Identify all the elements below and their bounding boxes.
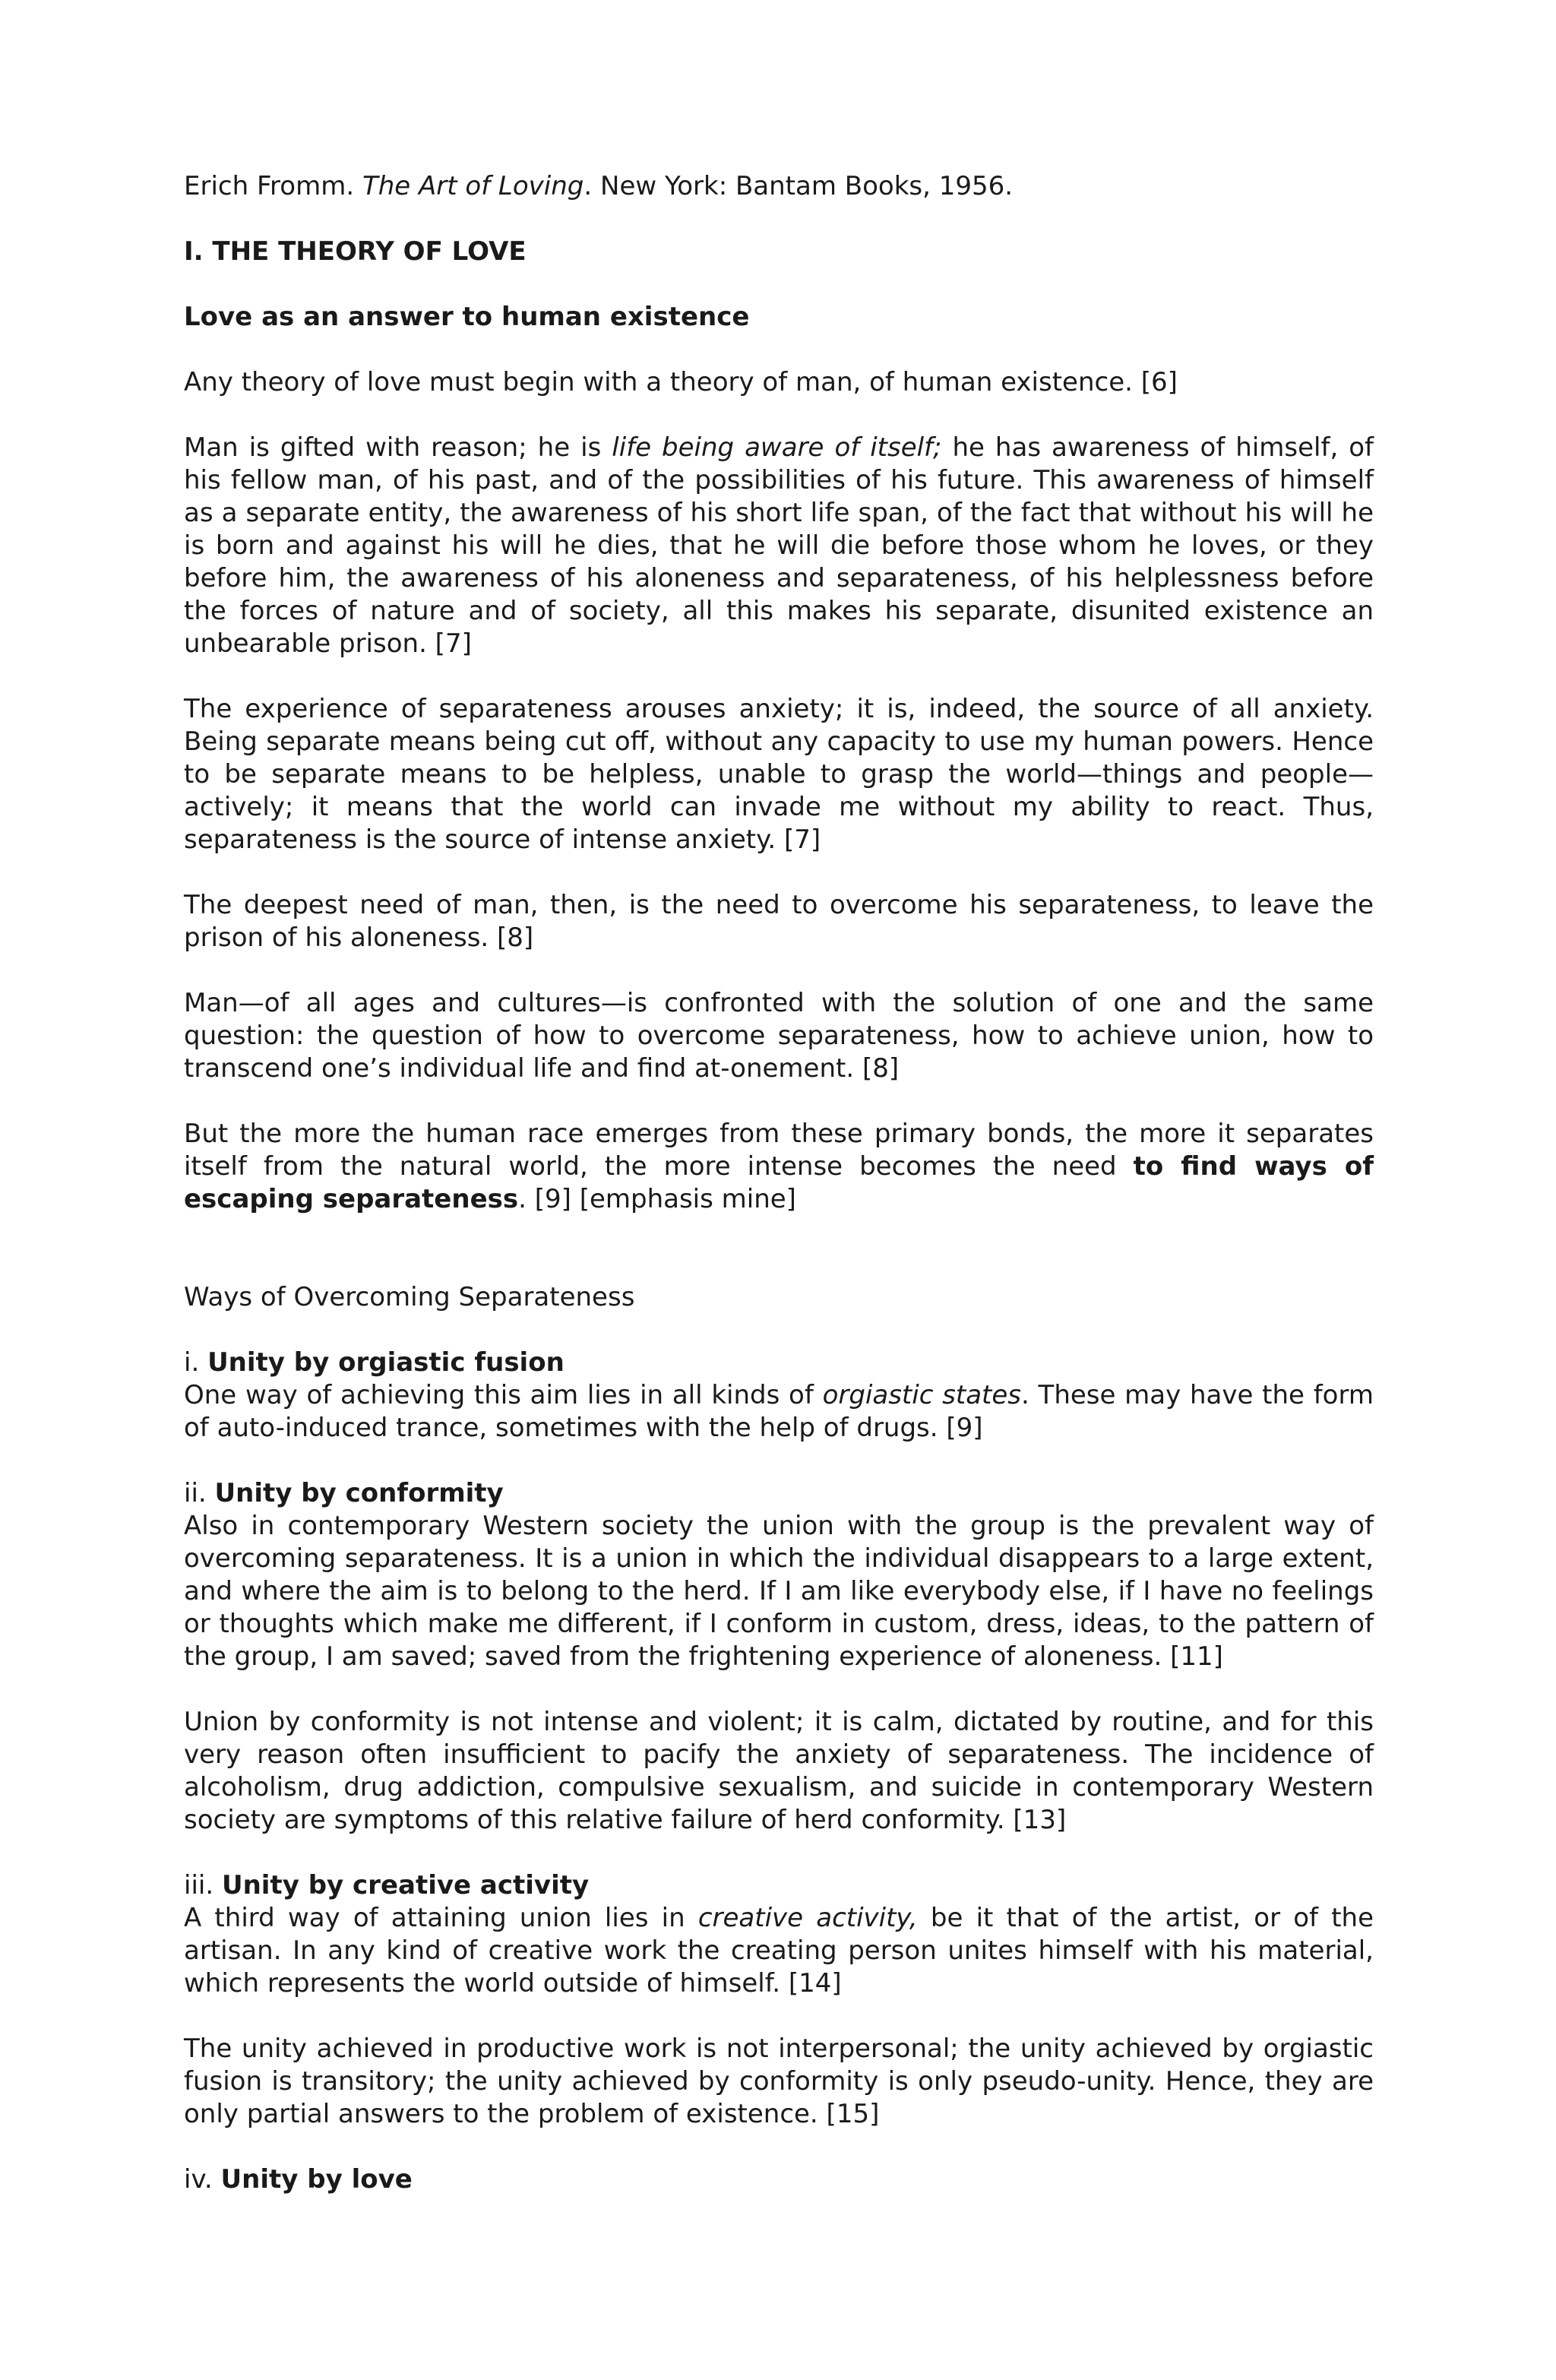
citation-publisher: . New York: Bantam Books, 1956. bbox=[584, 171, 1014, 201]
item-text: A third way of attaining union lies in creative activity, be it that of the artist, or of the artisan. In any kind of creative work the creating person unites himself with his material, which represents the world outside of himself. [14] bbox=[184, 1903, 1374, 1999]
paragraph-5: Man—of all ages and cultures—is confronted with the solution of one and the same question: the question of how to overcome separateness, how to achieve union, how to transcend one’s individual life and find at-onement. [8] bbox=[184, 988, 1374, 1084]
document-page bbox=[184, 170, 1374, 2196]
item-title: iv. Unity by love bbox=[184, 2164, 413, 2195]
paragraph-1: Any theory of love must begin with a theory of man, of human existence. [6] bbox=[184, 367, 1178, 397]
list-item-creative-activity bbox=[184, 1869, 1374, 2131]
item-text: Also in contemporary Western society the union with the group is the prevalent way of overcoming separateness. It is a union in which the individual disappears to a large extent, and where the aim is to belong to the herd. If I am like everybody else, if I have no feelings or thoughts which make me different, if I conform in custom, dress, ideas, to the pattern of the group, I am saved; saved from the frightening experience of aloneness. [11] bbox=[184, 1511, 1374, 1672]
item-text-continued: Union by conformity is not intense and violent; it is calm, dictated by routine, and for this very reason often insufficient to pacify the anxiety of separateness. The incidence of alcoholism, drug addiction, compulsive sexualism, and suicide in contemporary Western society are symptoms of this relative failure of herd conformity. [13] bbox=[184, 1707, 1374, 1835]
item-text: One way of achieving this aim lies in all kinds of orgiastic states. These may have the form of auto-induced trance, sometimes with the help of drugs. [9] bbox=[184, 1380, 1374, 1443]
citation bbox=[184, 170, 1374, 203]
paragraph-3: The experience of separateness arouses anxiety; it is, indeed, the source of all anxiety. Being separate means being cut off, without any capacity to use my human powers. Hence to be separate means to be helpless, unable to grasp the world—things and people—actively; it means that the world can invade me without my ability to react. Thus, separateness is the source of intense anxiety. [7] bbox=[184, 694, 1374, 855]
item-title: i. Unity by orgiastic fusion bbox=[184, 1347, 565, 1378]
paragraph-2: Man is gifted with reason; he is life being aware of itself; he has awareness of himself, of his fellow man, of his past, and of the possibilities of his future. This awareness of himself as a separate entity, the awareness of his short life span, of the fact that without his will he is born and against his will he dies, that he will die before those whom he loves, or they before him, the awareness of his aloneness and separateness, of his helplessness before the forces of nature and of society, all this makes his separate, disunited existence an unbearable prison. [7] bbox=[184, 432, 1374, 659]
part-heading: I. THE THEORY OF LOVE bbox=[184, 236, 527, 267]
item-title: iii. Unity by creative activity bbox=[184, 1870, 590, 1901]
list-item-orgiastic-fusion bbox=[184, 1347, 1374, 1445]
item-title: ii. Unity by conformity bbox=[184, 1478, 504, 1508]
paragraph-6: But the more the human race emerges from these primary bonds, the more it separates itself from the natural world, the more intense becomes the need to find ways of escaping separateness. [9] [emphasis mine] bbox=[184, 1119, 1374, 1214]
list-item-conformity bbox=[184, 1477, 1374, 1837]
citation-book-title: The Art of Loving bbox=[362, 171, 584, 201]
paragraph-4: The deepest need of man, then, is the need to overcome his separateness, to leave the prison of his aloneness. [8] bbox=[184, 890, 1374, 953]
ways-heading: Ways of Overcoming Separateness bbox=[184, 1282, 635, 1312]
item-text-continued: The unity achieved in productive work is not interpersonal; the unity achieved by orgiastic fusion is transitory; the unity achieved by conformity is only pseudo-unity. Hence, they are only partial answers to the problem of existence. [15] bbox=[184, 2033, 1374, 2129]
list-item-love bbox=[184, 2163, 1374, 2196]
section-heading: Love as an answer to human existence bbox=[184, 302, 750, 332]
citation-author: Erich Fromm. bbox=[184, 171, 362, 201]
